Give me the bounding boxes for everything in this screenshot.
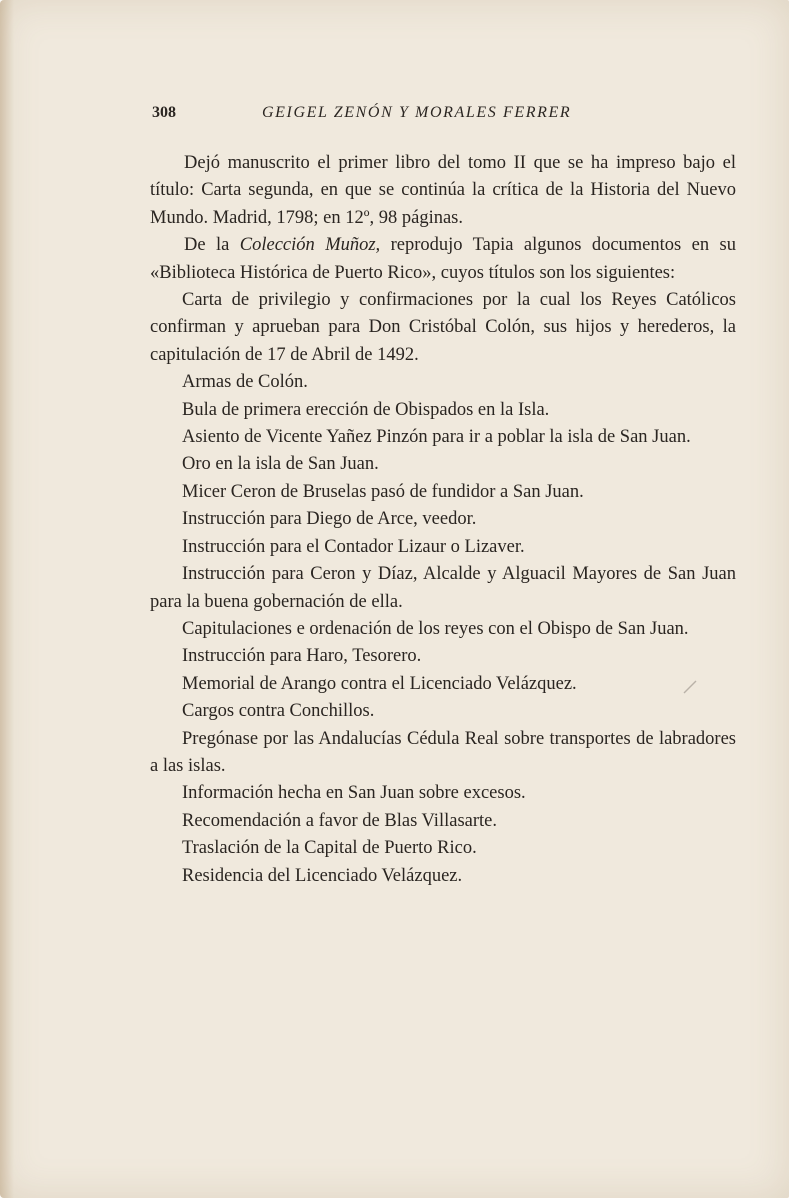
running-head: GEIGEL ZENÓN Y MORALES FERRER [262, 104, 572, 121]
pencil-mark-icon [682, 680, 698, 694]
document-entry: Oro en la isla de San Juan. [182, 454, 379, 475]
page-number: 308 [152, 104, 176, 121]
paragraph-lead: De la [184, 235, 240, 256]
document-entry: Pregónase por las Andalucías Cédula Real sobre transportes de labradores a las islas. [150, 728, 736, 776]
document-entry: Asiento de Vicente Yañez Pinzón para ir a poblar la isla de San Juan. [182, 427, 691, 448]
collection-title: Colección Muñoz, [239, 235, 381, 256]
document-entry: Armas de Colón. [182, 372, 308, 393]
document-entry: Recomendación a favor de Blas Villasarte. [182, 810, 497, 831]
document-entry: Instrucción para Ceron y Díaz, Alcalde y Alguacil Mayores de San Juan para la buena gobernación de ella. [150, 564, 736, 612]
document-entry: Carta de privilegio y confirmaciones por la cual los Reyes Católicos confirman y aprueban para Don Cristóbal Colón, sus hijos y herederos, la capitulación de 17 de Abril de 1492. [150, 290, 736, 365]
document-entry: Memorial de Arango contra el Licenciado Velázquez. [182, 673, 577, 694]
document-entry: Traslación de la Capital de Puerto Rico. [182, 838, 477, 859]
document-entry: Residencia del Licenciado Velázquez. [182, 865, 463, 886]
paragraph-coleccion-munoz [150, 232, 736, 287]
paragraph-rest: reprodujo Tapia algunos documentos en su «Biblioteca Histórica de Puerto Rico», cuyos títulos son los siguientes: [150, 235, 736, 283]
document-entry: Bula de primera erección de Obispados en la Isla. [182, 399, 550, 420]
document-entry: Instrucción para Haro, Tesorero. [182, 646, 422, 667]
document-entry: Instrucción para el Contador Lizaur o Lizaver. [182, 536, 525, 557]
document-entry: Capitulaciones e ordenación de los reyes con el Obispo de San Juan. [182, 618, 689, 639]
paragraph-manuscript: Dejó manuscrito el primer libro del tomo II que se ha impreso bajo el título: Carta segunda, en que se continúa la crítica de la Historia del Nuevo Mundo. Madrid, 1798; en 12º, 98 páginas. [150, 153, 736, 228]
document-entry: Cargos contra Conchillos. [182, 701, 375, 722]
document-entry: Información hecha en San Juan sobre excesos. [182, 783, 526, 804]
document-entry: Micer Ceron de Bruselas pasó de fundidor a San Juan. [182, 481, 584, 502]
page-header [152, 104, 622, 130]
document-entry: Instrucción para Diego de Arce, veedor. [182, 509, 477, 530]
page-body [150, 150, 736, 890]
